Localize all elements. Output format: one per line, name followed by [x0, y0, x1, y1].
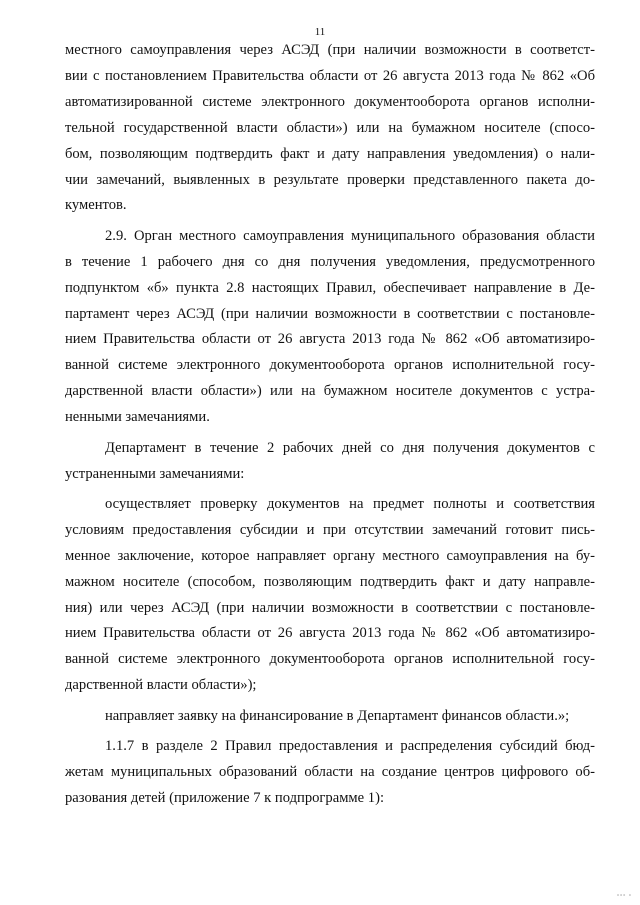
- text-line: автоматизированной системе электронного документооборота органов исполни-: [65, 93, 595, 110]
- page-number: 11: [314, 26, 326, 38]
- text-line: в течение 1 рабочего дня со дня получения уведомления, предусмотренного: [65, 253, 595, 270]
- text-line: 1.1.7 в разделе 2 Правил предоставления и распределения субсидий бюд-: [105, 738, 595, 755]
- text-line: ванной системе электронного документооборота органов исполнительной госу-: [65, 651, 595, 668]
- text-line: направляет заявку на финансирование в Департамент финансов области.»;: [105, 707, 570, 724]
- text-line: осуществляет проверку документов на предмет полноты и соответствия: [105, 495, 595, 512]
- text-line: дарственной власти области») или на бумажном носителе документов с устра-: [65, 383, 595, 400]
- text-line: условиям предоставления субсидии и при отсутствии замечаний готовит пись-: [65, 521, 595, 538]
- text-line: Департамент в течение 2 рабочих дней со дня получения документов с: [105, 439, 595, 456]
- text-line: ванной системе электронного документооборота органов исполнительной госу-: [65, 357, 595, 374]
- text-line: нием Правительства области от 26 августа 2013 года № 862 «Об автоматизиро-: [65, 331, 595, 348]
- text-line: мажном носителе (способом, позволяющим подтвердить факт и дату направле-: [65, 573, 595, 590]
- text-line: нием Правительства области от 26 августа 2013 года № 862 «Об автоматизиро-: [65, 625, 595, 642]
- text-line: менное заключение, которое направляет органу местного самоуправления на бу-: [65, 547, 595, 564]
- text-line: устраненными замечаниями:: [65, 465, 245, 482]
- text-line: ненными замечаниями.: [65, 409, 210, 426]
- text-line: бом, позволяющим подтвердить факт и дату направления уведомления) о нали-: [65, 145, 595, 162]
- text-line: разования детей (приложение 7 к подпрограмме 1):: [65, 789, 384, 806]
- scan-artifact: ▫▫▫ ▫: [616, 893, 632, 899]
- text-line: ния) или через АСЭД (при наличии возможности в соответствии с постановле-: [65, 599, 595, 616]
- paragraph-verification: [65, 492, 595, 699]
- paragraph-2-9: [65, 224, 595, 431]
- paragraph-1-1-7: [65, 734, 595, 812]
- paragraph-funding-request: [65, 704, 595, 730]
- document-body: [65, 38, 595, 812]
- text-line: подпунктом «б» пункта 2.8 настоящих Правил, обеспечивает направление в Де-: [65, 279, 595, 296]
- text-line: 2.9. Орган местного самоуправления муниципального образования области: [105, 227, 595, 244]
- paragraph-continuation: [65, 38, 595, 219]
- text-line: тельной государственной власти области») или на бумажном носителе (спосо-: [65, 119, 595, 136]
- paragraph-department: [65, 436, 595, 488]
- text-line: кументов.: [65, 197, 127, 214]
- text-line: жетам муниципальных образований области на создание центров цифрового об-: [65, 763, 595, 780]
- text-line: чии замечаний, выявленных в результате проверки представленного пакета до-: [65, 171, 595, 188]
- text-line: местного самоуправления через АСЭД (при наличии возможности в соответст-: [65, 42, 595, 58]
- text-line: вии с постановлением Правительства области от 26 августа 2013 года № 862 «Об: [65, 67, 595, 84]
- text-line: дарственной власти области»);: [65, 677, 257, 694]
- text-line: партамент через АСЭД (при наличии возможности в соответствии с постановле-: [65, 305, 595, 322]
